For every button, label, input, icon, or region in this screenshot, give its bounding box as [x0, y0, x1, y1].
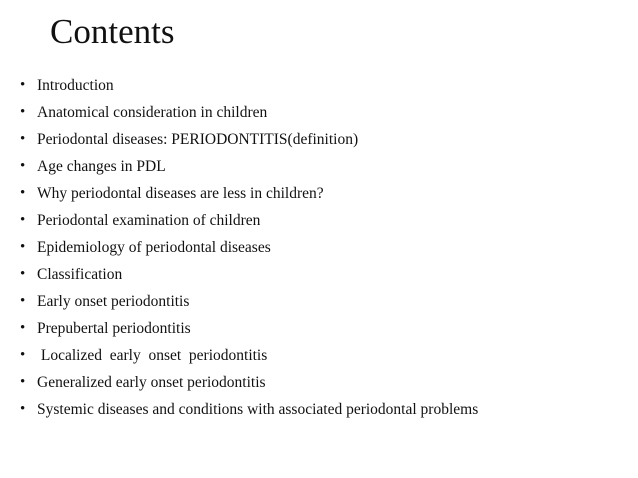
list-item-text: Prepubertal periodontitis [37, 320, 191, 337]
list-item-text: Systemic diseases and conditions with associated periodontal problems [37, 401, 479, 418]
bullet-icon: • [20, 293, 26, 309]
bullet-icon: • [20, 401, 26, 417]
bullet-icon: • [20, 239, 26, 255]
list-item-text: Classification [37, 266, 123, 283]
list-item-text: Early onset periodontitis [37, 293, 190, 310]
bullet-icon: • [20, 320, 26, 336]
bullet-icon: • [20, 77, 26, 93]
list-item-text: Introduction [37, 77, 114, 94]
list-item-text: Why periodontal diseases are less in children? [37, 185, 324, 202]
bullet-icon: • [20, 212, 26, 228]
bullet-icon: • [20, 158, 26, 174]
bullet-icon: • [20, 185, 26, 201]
slide-title: Contents [50, 12, 175, 51]
list-item-text: Generalized early onset periodontitis [37, 374, 266, 391]
list-item-text: Epidemiology of periodontal diseases [37, 239, 271, 256]
list-item-text: Age changes in PDL [37, 158, 166, 175]
list-item-text: Periodontal diseases: PERIODONTITIS(definition) [37, 131, 359, 148]
bullet-icon: • [20, 104, 26, 120]
list-item-text: Periodontal examination of children [37, 212, 261, 229]
bullet-icon: • [20, 131, 26, 147]
bullet-icon: • [20, 374, 26, 390]
bullet-icon: • [20, 266, 26, 282]
list-item-text: Localized early onset periodontitis [37, 347, 268, 364]
list-item-text: Anatomical consideration in children [37, 104, 268, 121]
bullet-icon: • [20, 347, 26, 363]
